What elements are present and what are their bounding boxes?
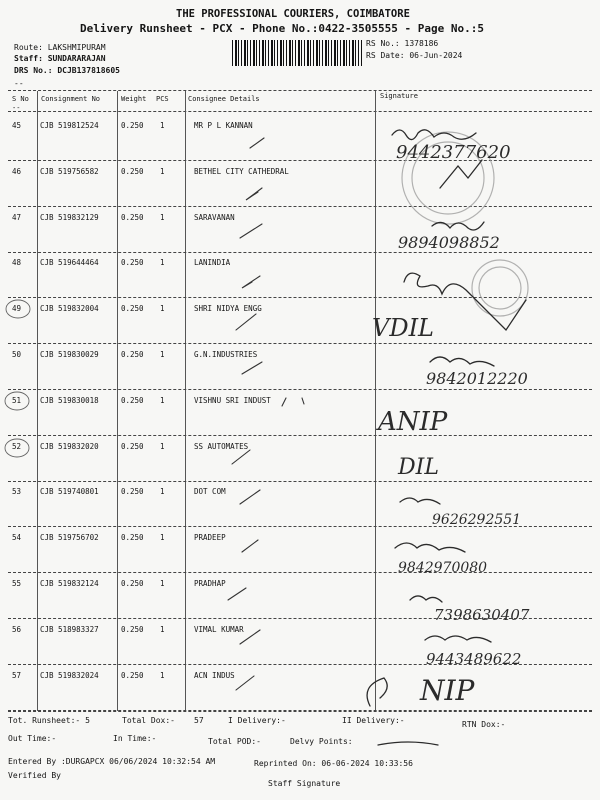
rtn-dox: RTN Dox:- [462, 720, 506, 729]
in-time: In Time:- [113, 734, 157, 743]
row-sno: 47 [12, 212, 22, 222]
row-divider [8, 526, 592, 527]
row-consignment-no: CJB 519644464 [40, 258, 99, 268]
row-consignment-no: CJB 519832129 [40, 212, 99, 222]
row-divider [8, 343, 592, 344]
signature-scribble [425, 636, 491, 642]
row-sno: 55 [12, 579, 22, 588]
delvy-points: Delvy Points: [290, 737, 353, 746]
row-consignment-no: CJB 519832004 [40, 304, 99, 314]
header-bottom-rule [8, 111, 592, 112]
delvy-points-scribble [378, 742, 438, 745]
col-consignee: Consignee Details [188, 95, 260, 103]
signature-scribble [410, 596, 442, 602]
row-divider [8, 160, 592, 161]
row-consignment-no: CJB 519832024 [40, 670, 99, 680]
i-delivery: I Delivery:- [228, 716, 286, 725]
handwritten-note: VDIL [372, 314, 434, 342]
row-consignee: G.N.INDUSTRIES [194, 350, 258, 359]
row-consignee: VISHNU SRI INDUST [194, 395, 271, 405]
tot-runsheet: Tot. Runsheet:- 5 [8, 716, 90, 725]
footer-rule [8, 711, 592, 712]
row-pcs: 1 [160, 487, 165, 497]
row-consignment-no: CJB 519832124 [40, 579, 99, 588]
row-weight: 0.250 [121, 441, 144, 451]
row-weight: 0.250 [121, 258, 144, 268]
signature-scribble [404, 273, 526, 330]
row-weight: 0.250 [121, 670, 144, 680]
row-weight: 0.250 [121, 166, 144, 176]
signature-scribble [395, 543, 465, 552]
row-consignee: MR P L KANNAN [194, 121, 253, 130]
handwritten-note: DIL [398, 455, 439, 480]
stamp-seal-inner [479, 267, 521, 309]
row-weight: 0.250 [121, 350, 144, 359]
total-pod: Total POD:- [208, 737, 261, 746]
row-consignment-no: CJB 519832020 [40, 441, 99, 451]
col-pcs: PCS [156, 95, 169, 103]
row-divider [8, 435, 592, 436]
runsheet-subtitle: Delivery Runsheet - PCX - Phone No.:0422-3505555 - Page No.:5 [80, 22, 484, 35]
row-consignee: BETHEL CITY CATHEDRAL [194, 166, 289, 176]
signature-scribble [400, 498, 440, 504]
handwritten-note: NIP [420, 674, 475, 707]
row-consignment-no: CJB 519812524 [40, 121, 99, 130]
row-pcs: 1 [160, 166, 165, 176]
row-divider [8, 664, 592, 665]
row-sno: 45 [12, 121, 22, 130]
route-label: Route: LAKSHMIPURAM [14, 43, 106, 52]
row-weight: 0.250 [121, 487, 144, 497]
row-consignment-no: CJB 519756582 [40, 166, 99, 176]
row-sno: 54 [12, 533, 22, 543]
barcode [232, 40, 362, 66]
signature-scribble [432, 222, 484, 230]
row-pcs: 1 [160, 533, 165, 543]
signature-scribble [440, 160, 482, 188]
handwritten-phone: 9842970080 [398, 560, 488, 576]
row-divider [8, 481, 592, 482]
row-consignment-no: CJB 519756702 [40, 533, 99, 543]
staff-label: Staff: SUNDARARAJAN [14, 54, 106, 63]
handwritten-phone: 9442377620 [396, 142, 511, 163]
ii-delivery: II Delivery:- [342, 716, 405, 725]
row-consignee: SS AUTOMATES [194, 441, 249, 451]
row-divider [8, 206, 592, 207]
signature-scribble [392, 130, 476, 140]
company-name: THE PROFESSIONAL COURIERS, COIMBATORE [176, 8, 410, 20]
row-pcs: 1 [160, 212, 165, 222]
row-sno: 50 [12, 350, 22, 359]
row-divider [8, 572, 592, 573]
row-weight: 0.250 [121, 121, 144, 130]
row-pcs: 1 [160, 304, 165, 314]
row-weight: 0.250 [121, 624, 144, 634]
row-sno: 53 [12, 487, 22, 497]
col-sno: S No [12, 95, 29, 103]
row-pcs: 1 [160, 579, 165, 588]
row-consignment-no: CJB 519740801 [40, 487, 99, 497]
verified-by: Verified By [8, 771, 61, 780]
row-pcs: 1 [160, 441, 165, 451]
stamp-seal [402, 132, 494, 224]
row-pcs: 1 [160, 350, 165, 359]
row-sno: 46 [12, 166, 22, 176]
row-consignment-no: CJB 519830018 [40, 395, 99, 405]
row-divider [8, 389, 592, 390]
row-divider [8, 252, 592, 253]
row-consignee: VIMAL KUMAR [194, 624, 244, 634]
signature-scribble [430, 357, 494, 366]
col-weight: Weight [121, 95, 147, 103]
row-consignee: PRADEEP [194, 533, 226, 543]
row-weight: 0.250 [121, 212, 144, 222]
col-sub-mark: -- [12, 104, 21, 112]
drs-number: DRS No.: DCJB137818605 [14, 66, 120, 75]
row-weight: 0.250 [121, 395, 144, 405]
handwritten-phone: 9842012220 [426, 369, 528, 388]
row-pcs: 1 [160, 670, 165, 680]
row-pcs: 1 [160, 121, 165, 130]
row-sno: 56 [12, 624, 22, 634]
row-consignee: ACN INDUS [194, 670, 235, 680]
handwritten-phone: 9443489622 [426, 650, 522, 668]
handwritten-phone: 9626292551 [432, 512, 522, 528]
stamp-seal [472, 260, 528, 316]
col-signature: Signature [380, 92, 418, 100]
out-time: Out Time:- [8, 734, 57, 743]
total-dox-value: 57 [194, 716, 204, 725]
total-dox-label: Total Dox:- [122, 716, 175, 725]
reprinted-on: Reprinted On: 06-06-2024 10:33:56 [254, 759, 413, 768]
header-top-rule [8, 90, 592, 91]
row-consignee: SARAVANAN [194, 212, 235, 222]
row-pcs: 1 [160, 258, 165, 268]
row-sno: 52 [12, 441, 22, 451]
rs-number: RS No.: 1378186 [366, 39, 439, 48]
row-weight: 0.250 [121, 579, 144, 588]
handwritten-phone: 9894098852 [398, 233, 500, 252]
row-divider [8, 618, 592, 619]
stamp-seal-inner [412, 142, 484, 214]
row-consignee: SHRI NIDYA ENGG [194, 304, 262, 314]
row-consignee: PRADHAP [194, 579, 226, 588]
entered-by: Entered By :DURGAPCX 06/06/2024 10:32:54 AM [8, 757, 216, 766]
staff-signature-label: Staff Signature [268, 779, 341, 788]
col-consignment: Consignment No [41, 95, 101, 103]
row-consignee: DOT COM [194, 487, 226, 497]
row-weight: 0.250 [121, 304, 144, 314]
handwritten-phone: 7398630407 [434, 606, 530, 624]
handwritten-note: ANIP [378, 407, 448, 437]
row-sno: 57 [12, 670, 22, 680]
row-pcs: 1 [160, 624, 165, 634]
row-consignee: LANINDIA [194, 258, 231, 268]
signature-scribble [367, 678, 387, 706]
row-weight: 0.250 [121, 533, 144, 543]
row-sno: 51 [12, 395, 22, 405]
row-consignment-no: CJB 518983327 [40, 624, 99, 634]
row-consignment-no: CJB 519830029 [40, 350, 99, 359]
row-pcs: 1 [160, 395, 165, 405]
row-sno: 49 [12, 304, 22, 314]
stray-mark: -- [14, 79, 24, 88]
rs-date: RS Date: 06-Jun-2024 [366, 51, 463, 60]
row-divider [8, 297, 592, 298]
row-sno: 48 [12, 258, 22, 268]
